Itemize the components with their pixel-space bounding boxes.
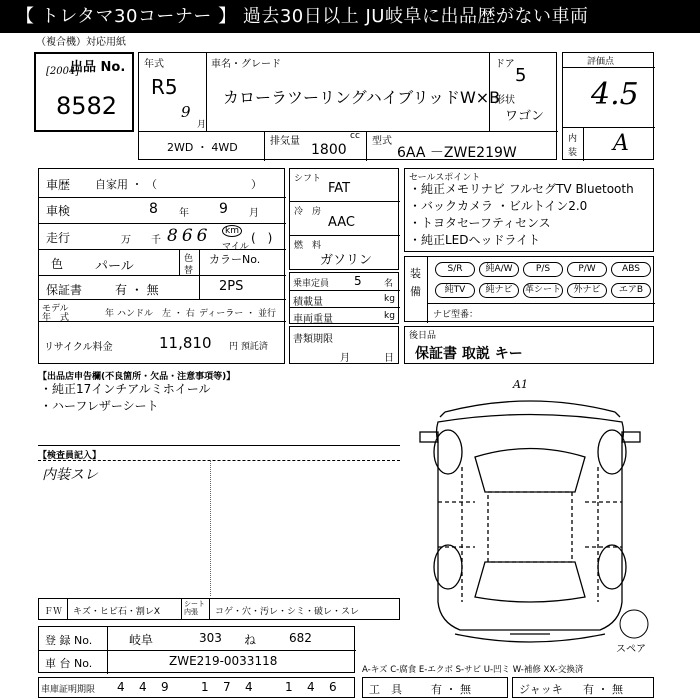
mileage-value: 866	[167, 226, 212, 246]
sales-list	[409, 181, 634, 249]
color-value: パール	[95, 259, 134, 274]
after-box	[404, 326, 654, 364]
cert-digit: 4	[307, 680, 315, 694]
history-close: ）	[251, 178, 262, 191]
cert-label: 車庫証明期限	[41, 685, 96, 695]
handle-value: ハンドル 左 ・ 右	[117, 309, 195, 319]
diagram-rear-bumper	[455, 634, 605, 642]
capacity-box	[289, 272, 399, 324]
cert-digit: 4	[117, 680, 125, 694]
note-item: ・ハーフレザーシート	[40, 399, 159, 413]
chassis-label: 車 台 No.	[45, 657, 93, 670]
aircon-label: 冷 房	[294, 207, 322, 217]
mileage-km: km	[222, 225, 242, 237]
year-era: R5	[151, 75, 178, 99]
shift-label: シフト	[294, 174, 322, 184]
mileage-mile: マイル	[222, 242, 249, 252]
jack-value: 有 ・ 無	[583, 683, 623, 696]
fw-text-2: コゲ・穴・汚レ・シミ・破レ・スレ	[215, 607, 360, 617]
fw-box	[38, 598, 400, 620]
sub-note: （複合機）対応用紙	[36, 37, 126, 48]
damage-legend: A-キズ C-腐食 E-エクボ S-サビ U-凹ミ W-補修 XX-交換済	[362, 665, 584, 675]
tools-box	[362, 677, 508, 698]
notes-list	[40, 381, 211, 415]
sales-item: ・純正LEDヘッドライト	[409, 233, 541, 247]
model-year-label-2: 年 式	[42, 313, 70, 323]
sales-item: ・バックカメラ ・ビルトイン2.0	[409, 199, 588, 213]
shape-label: 形状	[495, 95, 515, 106]
reg-label: 登 録 No.	[45, 634, 93, 647]
docs-box	[289, 326, 399, 364]
color-code: 2PS	[219, 279, 244, 294]
color-change-1: 色	[184, 254, 194, 264]
lot-label: 出品 No.	[70, 60, 126, 75]
docs-unit: 月	[340, 353, 350, 364]
year-label: 年式	[144, 59, 164, 70]
docs-label: 書類期限	[293, 334, 333, 345]
equipment-badge: ABS	[611, 262, 651, 277]
lot-year: [2004]	[46, 66, 80, 77]
diagram-spare-label: スペア	[616, 644, 646, 655]
sales-item: ・トヨタセーフティセンス	[409, 216, 551, 230]
reg-num-1: 303	[199, 631, 222, 645]
notes-label: 【出品店申告欄(不良箇所・欠品・注意事項等)】	[38, 372, 236, 382]
mileage-sen: 千	[151, 235, 161, 246]
fw-label: ＦＷ	[44, 607, 63, 617]
diagram-spare-wheel	[620, 610, 648, 638]
diagram-mirror-left	[420, 432, 438, 442]
history-label: 車歴	[46, 178, 71, 192]
cert-digit: 1	[201, 680, 209, 694]
interior-label-2: 装	[568, 148, 578, 158]
equipment-badge: 純ナビ	[479, 283, 519, 298]
jack-box	[512, 677, 654, 698]
displacement-label: 排気量	[270, 136, 300, 147]
cert-digit: 9	[161, 680, 169, 694]
equipment-badge: P/W	[567, 262, 607, 277]
fuel-value: ガソリン	[320, 253, 373, 268]
fw-seat-label: シート 内張	[184, 600, 205, 616]
score-label: 評価点	[587, 57, 615, 67]
diagram-front-bumper	[445, 401, 615, 412]
lot-box	[34, 52, 134, 132]
sales-label: セールスポイント	[409, 173, 481, 183]
diagram-body	[437, 415, 624, 631]
diagram-roof	[488, 492, 572, 562]
color-label: 色	[51, 257, 64, 271]
interior-label-1: 内	[568, 134, 578, 144]
recycle-value: 11,810	[159, 334, 212, 352]
inspection-month: 9	[219, 201, 228, 217]
info-box	[38, 168, 285, 364]
load-label: 積載量	[293, 297, 323, 308]
drive-value: 2WD ・ 4WD	[167, 141, 238, 154]
inspection-label: 車検	[46, 204, 71, 218]
cert-digit: 6	[329, 680, 337, 694]
sales-box	[404, 168, 654, 252]
navi-label: ナビ型番：	[433, 310, 479, 320]
mileage-label: 走行	[46, 231, 71, 245]
doors-label: ドア	[495, 59, 515, 70]
displacement-unit: cc	[350, 131, 360, 141]
equipment-box	[404, 256, 654, 322]
equipment-badge: エアB	[611, 283, 651, 298]
model-value: 6AA －ZWE219W	[397, 145, 517, 161]
model-label: 型式	[372, 136, 392, 147]
load-unit: kg	[384, 294, 395, 304]
aircon-value: AAC	[328, 215, 355, 230]
weight-unit: kg	[384, 311, 395, 321]
color-change-2: 替	[184, 266, 194, 276]
diagram-mark-top: A1	[513, 378, 528, 391]
score-value: 4.5	[591, 77, 639, 112]
dealer-value: ディーラー ・ 並行	[199, 309, 277, 319]
inspector-value: 内装スレ	[42, 467, 98, 483]
cert-digit: 1	[285, 680, 293, 694]
equipment-badge: 革シート	[523, 283, 563, 298]
equipment-badge: 純A/W	[479, 262, 519, 277]
sales-item: ・純正メモリナビ フルセグTV Bluetooth	[409, 182, 634, 196]
color-code-label: カラーNo.	[209, 253, 261, 266]
diagram-windshield	[475, 449, 585, 493]
cert-box	[38, 677, 355, 698]
diagram-rear-window	[475, 562, 585, 602]
reg-kana: ね	[244, 633, 257, 647]
top-box	[138, 52, 557, 160]
cert-digit: 4	[245, 680, 253, 694]
shape-value: ワゴン	[505, 109, 545, 124]
docs-unit-2: 日	[384, 353, 394, 364]
diagram-mirror-right	[622, 432, 640, 442]
tools-value: 有 ・ 無	[431, 683, 471, 696]
cert-digit: 7	[223, 680, 231, 694]
history-value: 自家用 ・ （	[95, 178, 157, 191]
banner: 【 トレタマ30コーナー 】 過去30日以上 JU岐阜に出品歴がない車両	[0, 0, 700, 33]
lot-number: 8582	[56, 92, 118, 120]
tools-label: 工 具	[369, 683, 402, 696]
equipment-label-1: 装	[410, 267, 421, 280]
mileage-paren: ( )	[251, 231, 273, 245]
note-item: ・純正17インチアルミホイール	[40, 382, 211, 396]
capacity-label: 乗車定員	[293, 279, 330, 289]
chassis-value: ZWE219-0033118	[169, 654, 278, 668]
equipment-label-2: 備	[410, 285, 421, 298]
inspection-month-unit: 月	[249, 208, 259, 219]
doors-value: 5	[515, 65, 527, 86]
year-month: 9	[181, 103, 191, 121]
name-label: 車名・グレード	[211, 59, 281, 70]
fw-text-1: キズ・ヒビ石・割レX	[73, 607, 160, 617]
equipment-badge: P/S	[523, 262, 563, 277]
car-name: カローラツーリングハイブリッドW×B	[223, 88, 501, 107]
reg-num-2: 682	[289, 631, 312, 645]
inspector-label: 【検査員記入】	[38, 451, 102, 461]
capacity-unit: 名	[384, 279, 394, 289]
car-diagram	[400, 372, 660, 662]
recycle-label: リサイクル料金	[44, 342, 113, 353]
after-value: 保証書 取説 キー	[415, 346, 523, 362]
cert-digit: 4	[139, 680, 147, 694]
inspection-year: 8	[149, 201, 158, 217]
warranty-label: 保証書	[46, 283, 83, 297]
warranty-value: 有 ・ 無	[115, 283, 159, 297]
displacement-value: 1800	[311, 142, 347, 158]
score-box	[562, 52, 654, 160]
shift-value: FAT	[328, 181, 351, 196]
equipment-badge: S/R	[435, 262, 475, 277]
year-month-unit: 月	[197, 120, 207, 130]
model-year-label-1: モデル	[42, 304, 69, 314]
recycle-unit: 円 預託済	[229, 342, 268, 352]
interior-value: A	[613, 131, 629, 156]
spec-box	[289, 168, 399, 270]
inspector-box	[38, 445, 400, 595]
model-year-unit: 年	[105, 309, 115, 319]
jack-label: ジャッキ	[519, 683, 563, 696]
weight-label: 車両重量	[293, 314, 333, 325]
fuel-label: 燃 料	[294, 241, 322, 251]
capacity-value: 5	[354, 274, 362, 288]
equipment-badge: 純TV	[435, 283, 475, 298]
mileage-man: 万	[121, 235, 131, 246]
equipment-badge: 外ナビ	[567, 283, 607, 298]
after-label: 後日品	[409, 331, 437, 341]
inspection-year-unit: 年	[179, 208, 189, 219]
reg-place: 岐阜	[129, 633, 154, 647]
reg-box	[38, 626, 355, 673]
